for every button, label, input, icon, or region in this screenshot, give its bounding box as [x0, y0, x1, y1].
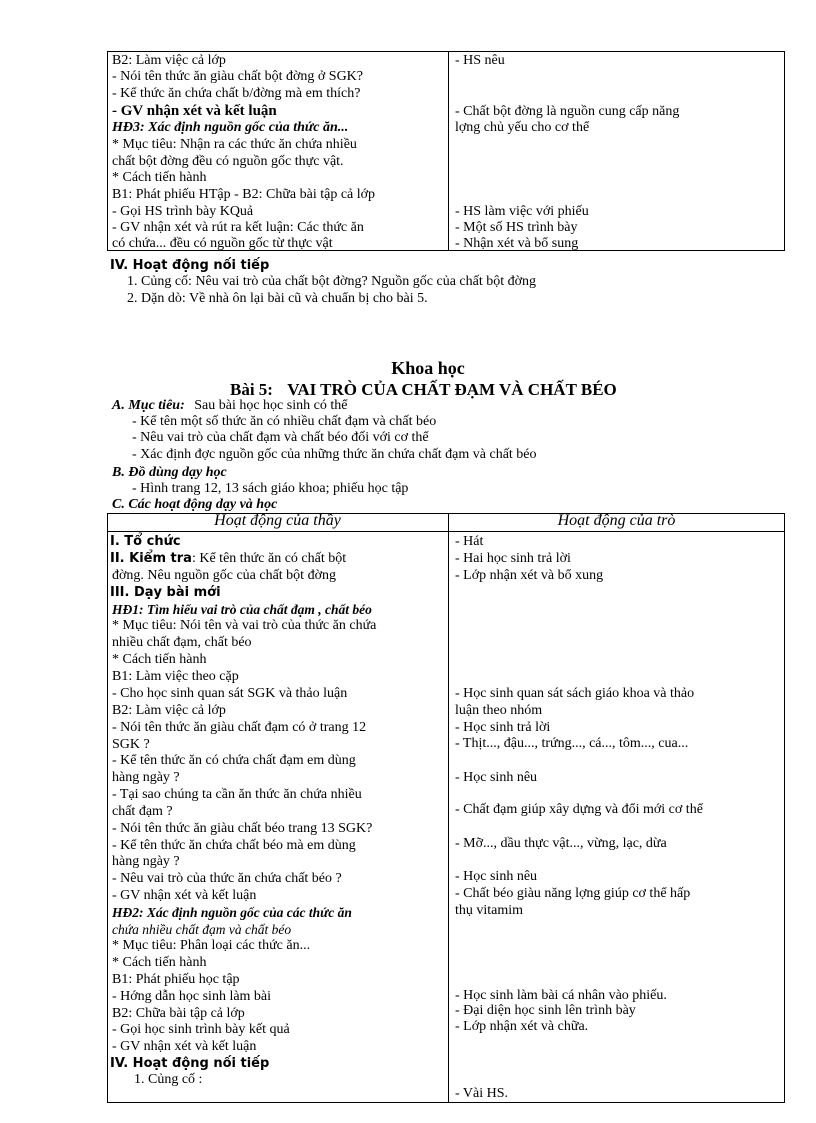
top-right-line: lợng chủ yếu cho cơ thể: [455, 120, 590, 135]
top-left-line: - GV nhận xét và kết luận: [112, 103, 277, 119]
teacher-line: - Kể tên thức ăn có chứa chất đạm em dùng: [112, 753, 356, 768]
section-item: 1. Củng cố: Nêu vai trò của chất bột đờng? Nguồn gốc của chất bột đờng: [127, 274, 537, 289]
teacher-line: - Nói tên thức ăn giàu chất béo trang 13 SGK?: [112, 821, 373, 836]
teacher-line: - Nói tên thức ăn giàu chất đạm có ở trang 12: [112, 720, 367, 735]
student-line: - Học sinh nêu: [455, 869, 538, 884]
section-heading: I. Tổ chức: [110, 534, 181, 549]
section-heading: II. Kiểm tra: [110, 551, 192, 566]
section-item: 2. Dặn dò: Về nhà ôn lại bài cũ và chuẩn bị cho bài 5.: [127, 291, 428, 306]
lesson-title: [230, 380, 617, 400]
section-heading: IV. Hoạt động nối tiếp: [110, 1056, 270, 1071]
objective-item: - Xác định đợc nguồn gốc của những thức ăn chứa chất đạm và chất béo: [132, 447, 537, 462]
top-right-line: - HS nêu: [455, 53, 505, 68]
teacher-line: - Kể tên thức ăn chứa chất béo mà em dùng: [112, 838, 356, 853]
top-right-line: - Một số HS trình bày: [455, 220, 578, 235]
materials-label: B. Đồ dùng dạy học: [112, 465, 227, 480]
student-line: - Chất béo giàu năng lợng giúp cơ thể hấp: [455, 886, 691, 901]
teacher-line: - Gọi học sinh trình bày kết quả: [112, 1022, 290, 1037]
teacher-line: - Cho học sinh quan sát SGK và thảo luận: [112, 686, 348, 701]
main-table-divider: [448, 513, 449, 1103]
lesson-name: VAI TRÒ CỦA CHẤT ĐẠM VÀ CHẤT BÉO: [287, 380, 617, 399]
top-left-line: - Kể thức ăn chứa chất b/đờng mà em thích?: [112, 86, 361, 101]
teacher-text: : Kể tên thức ăn có chất bột: [191, 551, 347, 566]
student-line: - Lớp nhận xét và bổ xung: [455, 568, 604, 583]
student-line: - Đại diện học sinh lên trình bày: [455, 1003, 636, 1018]
teacher-line: B2: Chữa bài tập cả lớp: [112, 1006, 245, 1021]
objective-item: - Nêu vai trò của chất đạm và chất béo đối với cơ thể: [132, 430, 429, 445]
top-right-line: - HS làm việc với phiếu: [455, 204, 589, 219]
teacher-line: - Hớng dẫn học sinh làm bài: [112, 989, 272, 1004]
top-left-line: * Mục tiêu: Nhận ra các thức ăn chứa nhiều: [112, 137, 357, 152]
teacher-line: * Mục tiêu: Nói tên và vai trò của thức ăn chứa: [112, 618, 377, 633]
student-line: - Hát: [455, 534, 484, 549]
student-line: thụ vitamim: [455, 903, 524, 918]
teacher-line: chất đạm ?: [112, 804, 173, 819]
teacher-line: [110, 551, 346, 567]
header-student: Hoạt động của trò: [557, 512, 676, 529]
teacher-line: nhiều chất đạm, chất béo: [112, 635, 252, 650]
top-left-line: B2: Làm việc cả lớp: [112, 53, 226, 68]
teacher-line: - GV nhận xét và kết luận: [112, 888, 257, 903]
main-table-header-rule: [107, 531, 785, 532]
student-line: - Học sinh trả lời: [455, 720, 551, 735]
top-right-line: - Nhận xét và bổ sung: [455, 236, 579, 251]
teacher-line: - Nêu vai trò của thức ăn chứa chất béo ?: [112, 871, 342, 886]
teacher-line: 1. Củng cố :: [134, 1072, 203, 1087]
top-left-line: - GV nhận xét và rút ra kết luận: Các thức ăn: [112, 220, 364, 235]
student-line: - Chất đạm giúp xây dựng và đổi mới cơ thể: [455, 802, 703, 817]
top-left-line: - Nói tên thức ăn giàu chất bột đờng ở SGK?: [112, 69, 364, 84]
teacher-line: * Mục tiêu: Phân loại các thức ăn...: [112, 938, 311, 953]
top-left-line: - Gọi HS trình bày KQuả: [112, 204, 254, 219]
student-line: - Học sinh quan sát sách giáo khoa và thảo: [455, 686, 695, 701]
top-left-line: B1: Phát phiếu HTập - B2: Chữa bài tập cả lớp: [112, 187, 376, 202]
student-line: - Hai học sinh trả lời: [455, 551, 571, 566]
student-line: - Học sinh nêu: [455, 770, 538, 785]
top-table-divider: [448, 51, 449, 251]
teacher-line: * Cách tiến hành: [112, 955, 207, 970]
teacher-line: hàng ngày ?: [112, 770, 180, 785]
student-line: - Mỡ..., dầu thực vật..., vừng, lạc, dừa: [455, 836, 667, 851]
student-line: - Học sinh làm bài cá nhân vào phiếu.: [455, 988, 667, 1003]
top-left-line: có chứa... đều có nguồn gốc từ thực vật: [112, 236, 333, 251]
hd2-heading: chứa nhiều chất đạm và chất béo: [112, 922, 292, 937]
teacher-line: SGK ?: [112, 737, 150, 752]
top-left-line: chất bột đờng đều có nguồn gốc thực vật.: [112, 154, 344, 169]
teacher-line: hàng ngày ?: [112, 854, 180, 869]
section-heading: III. Dạy bài mới: [110, 585, 221, 600]
header-teacher: Hoạt động của thầy: [214, 512, 341, 529]
subject-title: Khoa học: [391, 358, 465, 378]
student-line: luận theo nhóm: [455, 703, 543, 718]
teacher-line: B1: Phát phiếu học tập: [112, 972, 240, 987]
materials-text: - Hình trang 12, 13 sách giáo khoa; phiếu học tập: [132, 481, 409, 496]
teacher-line: - Tại sao chúng ta cần ăn thức ăn chứa nhiều: [112, 787, 362, 802]
teacher-line: B1: Làm việc theo cặp: [112, 669, 239, 684]
section-heading: IV. Hoạt động nối tiếp: [110, 258, 270, 273]
teacher-line: B2: Làm việc cả lớp: [112, 703, 226, 718]
top-left-line: * Cách tiến hành: [112, 170, 207, 185]
objective-item: - Kể tên một số thức ăn có nhiều chất đạm và chất béo: [132, 414, 437, 429]
student-line: - Vài HS.: [455, 1086, 509, 1101]
student-line: - Thịt..., đậu..., trứng..., cá..., tôm..., cua...: [455, 736, 689, 751]
activities-label: C. Các hoạt động dạy và học: [112, 497, 278, 512]
top-right-line: - Chất bột đờng là nguồn cung cấp năng: [455, 104, 680, 119]
teacher-line: đờng. Nêu nguồn gốc của chất bột đờng: [112, 568, 336, 583]
lesson-number: Bài 5:: [230, 380, 273, 399]
teacher-line: - GV nhận xét và kết luận: [112, 1039, 257, 1054]
student-line: - Lớp nhận xét và chữa.: [455, 1019, 589, 1034]
objectives: [112, 398, 347, 414]
hd2-heading: HĐ2: Xác định nguồn gốc của các thức ăn: [112, 905, 352, 920]
objectives-label: A. Mục tiêu:: [112, 398, 185, 413]
objectives-intro: Sau bài học học sinh có thể: [194, 398, 348, 413]
teacher-line: * Cách tiến hành: [112, 652, 207, 667]
hd1-heading: HĐ1: Tìm hiểu vai trò của chất đạm , chất béo: [112, 602, 372, 617]
top-left-hd3: HĐ3: Xác định nguồn gốc của thức ăn...: [112, 120, 349, 135]
